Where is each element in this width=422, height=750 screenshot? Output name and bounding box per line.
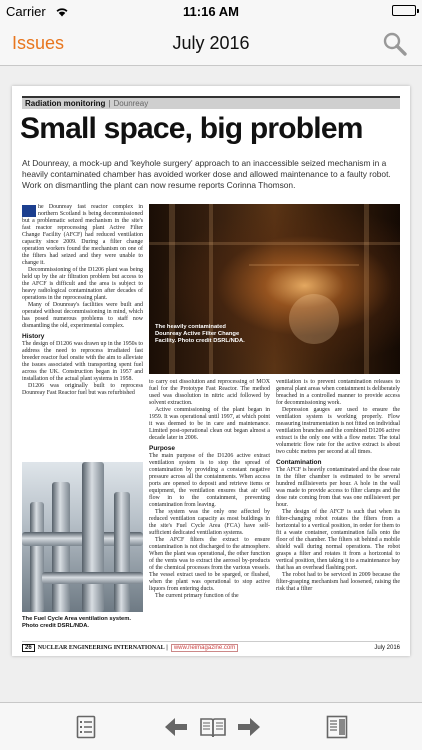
article-column-3 <box>276 379 400 633</box>
subsection-label: Dounreay <box>113 99 149 108</box>
paragraph: to carry out dissolution and reprocessing of MOX fuel for the Prototype Fast Reactor. The method used was dissolution in nitric acid followed by solvent extraction. <box>149 379 270 406</box>
article-headline: Small space, big problem <box>20 112 363 145</box>
section-label: Radiation monitoring <box>25 99 106 108</box>
carrier-label: Carrier <box>6 4 46 19</box>
search-icon[interactable] <box>382 31 408 57</box>
open-book-icon[interactable] <box>199 715 227 739</box>
status-bar <box>0 0 422 22</box>
page-number: 26 <box>22 644 35 652</box>
photo-caption: The heavily contaminated Dounreay Active Filter Change Facility. Photo credit DSRL/NDA. <box>155 324 245 345</box>
paragraph: Many of Dounreay's facilities were built and operated without decommissioning in mind, which has posed numerous problems to staff now dismantling the old, experimental complex. <box>22 302 143 329</box>
nav-bar <box>0 22 422 66</box>
filter-facility-photo[interactable] <box>149 204 400 374</box>
magazine-page[interactable] <box>12 86 410 656</box>
page-view-icon[interactable] <box>326 715 352 739</box>
arrow-left-icon[interactable] <box>163 715 189 739</box>
arrow-right-icon[interactable] <box>236 715 262 739</box>
issues-back-button[interactable]: Issues <box>12 33 65 53</box>
subheading-contamination: Contamination <box>276 459 322 466</box>
paragraph: The design of the AFCF is such that when its filter-changing robot rotates the filters from a horizontal to a vertical position, in order for them to fit a waste container, contamination falls onto the floor of the chamber. The filters sit behind a mobile shield wall during normal operations. The robot grasps a filter and rotates it from a horizontal to vertical position, then taking it to a maintenance bay that has an overhead flashing port. <box>276 509 400 571</box>
battery-icon <box>392 5 416 16</box>
photo-caption: The Fuel Cycle Area ventilation system. Photo credit DSRL/NDA. <box>22 616 131 629</box>
paragraph: The current primary function of the <box>155 593 239 599</box>
paragraph: The robot had to be serviced in 2009 because the filter-grasping mechanism had loosened, raising the risk that a filter <box>276 572 400 592</box>
paragraph: The system was the only one affected by reduced ventilation capacity as most buildings in the site's Fuel Cycle Area (FCA) have self-sufficient dedicated ventilation systems. <box>149 509 270 536</box>
clock: 11:16 AM <box>183 4 239 19</box>
article-standfirst: At Dounreay, a mock-up and 'keyhole surgery' approach to an inaccessible seized mechanism in a heavily contaminated chamber has avoided worker dose and allowed maintenance to a faulty robot. Work on dismantling the plant can now resume reports Corinna Thomson. <box>22 158 391 190</box>
list-icon[interactable] <box>76 715 102 739</box>
footer-separator: | <box>166 645 168 651</box>
magazine-url-link[interactable]: www.neimagazine.com <box>171 644 238 652</box>
subheading-purpose: Purpose <box>149 445 176 452</box>
magazine-name: NUCLEAR ENGINEERING INTERNATIONAL <box>37 645 165 651</box>
drop-cap <box>22 205 36 217</box>
paragraph: The main purpose of the D1206 active extract ventilation system is to stop the spread of contamination by providing a constant negative pressure across all the containments. When access ports are opened to deposit and retrieve items or equipment, the ventilation ensures that air will flow in to the containment, preventing contamination from leaving. <box>149 453 270 508</box>
paragraph: Decommissioning of the D1206 plant was being held up by the air filtration problem but access to the AFCF is difficult and the area is subject to heavy radiological contamination after decades of operations in the reprocessing plant. <box>22 267 143 301</box>
article-column-2 <box>149 379 270 633</box>
page-footer <box>22 641 400 651</box>
paragraph: he Dounreay fast reactor complex in northern Scotland is being decommissioned but a problematic seized mechanism in the site's fast reactor reprocessing plant Active Filter Change Facility (AFCF) had reduced ventilation capacity since 2009. During a filter change operation workers found the mechanism on one of the filters had seized and they were unable to change it. <box>22 204 143 266</box>
paragraph: Active commissioning of the plant began in 1959. It was operational until 1997, at which point it was deemed to be in care and maintenance. Limited post-operational clean out began almost a decade later in 2006. <box>149 407 270 441</box>
paragraph: Depression gauges are used to ensure the ventilation system is working properly. Flow measuring instrumentation is not fitted on individual ventilation branches and the combined D1206 active extract is the only one with a flow meter. The total volumetric flow rate for the active extract is about two cubic metres per second at all times. <box>276 407 400 455</box>
paragraph: D1206 was originally built to reprocess Dounreay Fast Reactor fuel but was refurbished <box>22 383 143 396</box>
paragraph: The AFCF filters the extract to ensure contamination is not discharged to the atmosphere. When the plant was operational, the other function of the vents was to extract the aerosol by-products of the chemical processes from the various vessels. The vessel extract used to be sparged, or flushed, when the plant was operational to stop active liquors from entering ducts. <box>149 537 270 592</box>
page-title: July 2016 <box>172 33 250 53</box>
paragraph: ventilation is to prevent contamination releases to general plant areas when containment is deliberately breached in a controlled manner to provide access for decommissioning work. <box>276 379 400 406</box>
reader-area[interactable] <box>0 67 422 679</box>
bottom-toolbar <box>0 702 422 750</box>
footer-date: July 2016 <box>374 645 400 651</box>
article-column-1 <box>22 204 143 456</box>
subheading-history: History <box>22 333 45 340</box>
paragraph: The AFCF is heavily contaminated and the dose rate in the filter chamber is estimated to be several hundred millisieverts per hour. A hole in the wall was made to provide access to filter clamps and the dose rate coming from that was one millisievert per hour. <box>276 467 400 508</box>
ventilation-system-photo[interactable] <box>22 462 143 612</box>
section-header: Radiation monitoring | Dounreay <box>22 96 400 109</box>
paragraph: The design of D1206 was drawn up in the 1950s to address the need to reprocess irradiated fast breeder reactor fuel onsite with the aim to alleviate the issues associated with transporting spent fuel across the UK. Construction began in 1957 and installation of the actual plant systems in 1958. <box>22 341 143 382</box>
